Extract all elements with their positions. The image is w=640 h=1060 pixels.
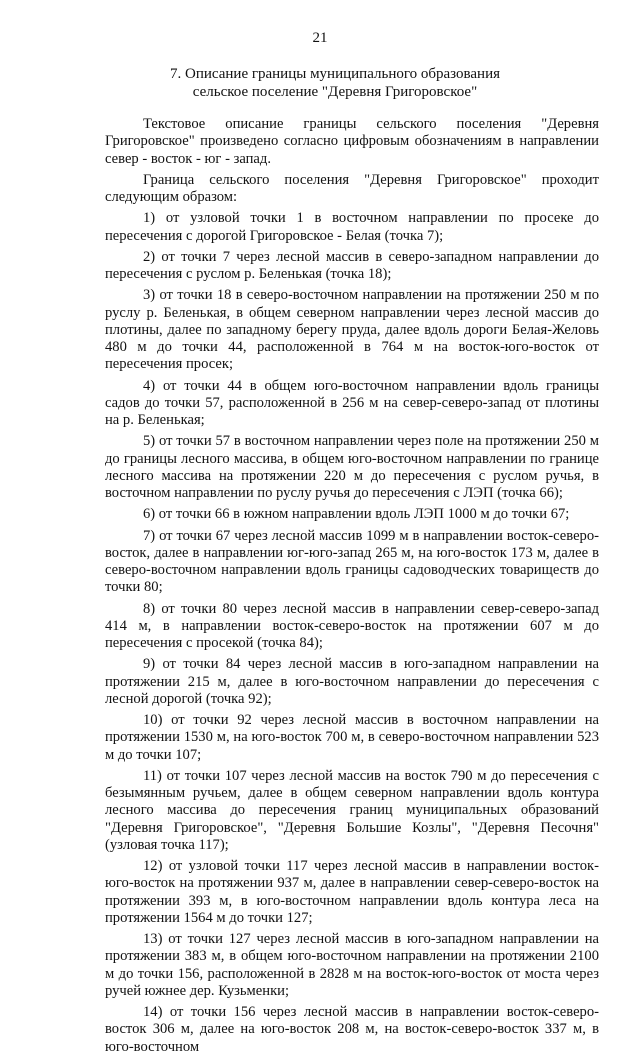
- section-title-line-2: сельское поселение "Деревня Григоровское": [192, 84, 478, 100]
- section-title: [100, 65, 570, 101]
- boundary-item-13: 13) от точки 127 через лесной массив в юго-западном направлении на протяжении 383 м, в общем юго-восточном направлении на протяжении 2100 м до точки 156, расположенной в 2828 м на восток-юго-восток от моста через ручей южнее дер. Кузьменки;: [105, 931, 599, 999]
- boundary-item-8: 8) от точки 80 через лесной массив в направлении север-северо-запад 414 м, в направлении восток-северо-восток на протяжении 607 м до пересечения с просекой (точка 84);: [105, 600, 599, 651]
- body-text: [105, 116, 599, 1060]
- boundary-item-9: 9) от точки 84 через лесной массив в юго-западном направлении на протяжении 215 м, далее в юго-восточном направлении до пересечения с лесной дорогой (точка 92);: [105, 656, 599, 707]
- boundary-item-4: 4) от точки 44 в общем юго-восточном направлении вдоль границы садов до точки 57, расположенной в 256 м на север-северо-запад от плотины на р. Беленькая;: [105, 377, 599, 428]
- boundary-item-12: 12) от узловой точки 117 через лесной массив в направлении восток-юго-восток на протяжении 937 м, далее в направлении север-северо-восток на протяжении 393 м, в юго-восточном направлении вдоль контура леса на протяжении 1564 м до точки 127;: [105, 858, 599, 926]
- boundary-item-10: 10) от точки 92 через лесной массив в восточном направлении на протяжении 1530 м, на юго-восток 700 м, в северо-восточном направлении 523 м до точки 107;: [105, 712, 599, 763]
- boundary-item-7: 7) от точки 67 через лесной массив 1099 м в направлении восток-северо-восток, далее в направлении юг-юго-запад 265 м, на юго-восток 173 м, далее в северо-восточном направлении вдоль границы садоводческих товариществ до точки 80;: [105, 527, 599, 596]
- paragraph-intro: Текстовое описание границы сельского поселения "Деревня Григоровское" произведено согласно цифровым обозначениям в направлении север - восток - юг - запад.: [105, 116, 599, 167]
- boundary-item-3: 3) от точки 18 в северо-восточном направлении на протяжении 250 м по руслу р. Беленькая, в общем северном направлении через лесной массив до плотины, далее по западному берегу пруда, далее вдоль дороги Белая-Желовь 480 м до точки 44, расположенной в 764 м на восток-юго-восток от пересечения просек;: [105, 287, 599, 373]
- boundary-item-11: 11) от точки 107 через лесной массив на восток 790 м до пересечения с безымянным ручьем, далее в общем северном направлении вдоль контура лесного массива до пересечения границ муниципальных образований "Деревня Григоровское", "Деревня Большие Козлы", "Деревня Песочня" (узловая точка 117);: [105, 767, 599, 853]
- section-title-line-1: 7. Описание границы муниципального образования: [170, 66, 500, 82]
- boundary-item-5: 5) от точки 57 в восточном направлении через поле на протяжении 250 м до границы лесного массива, в общем юго-восточном направлении по границе лесного массива на протяжении 220 м до пересечения с руслом ручья, в восточном направлении по руслу ручья до пересечения с ЛЭП (точка 66);: [105, 433, 599, 501]
- boundary-item-2: 2) от точки 7 через лесной массив в северо-западном направлении до пересечения с руслом р. Беленькая (точка 18);: [105, 248, 599, 282]
- paragraph-lead: Граница сельского поселения "Деревня Григоровское" проходит следующим образом:: [105, 171, 599, 205]
- boundary-item-1: 1) от узловой точки 1 в восточном направлении по просеке до пересечения с дорогой Григоровское - Белая (точка 7);: [105, 210, 599, 244]
- boundary-item-14: 14) от точки 156 через лесной массив в направлении восток-северо-восток 306 м, далее на юго-восток 208 м, на восток-северо-восток 337 м, в юго-восточном: [105, 1004, 599, 1055]
- boundary-item-6: 6) от точки 66 в южном направлении вдоль ЛЭП 1000 м до точки 67;: [143, 506, 570, 523]
- page-number: 21: [312, 30, 328, 46]
